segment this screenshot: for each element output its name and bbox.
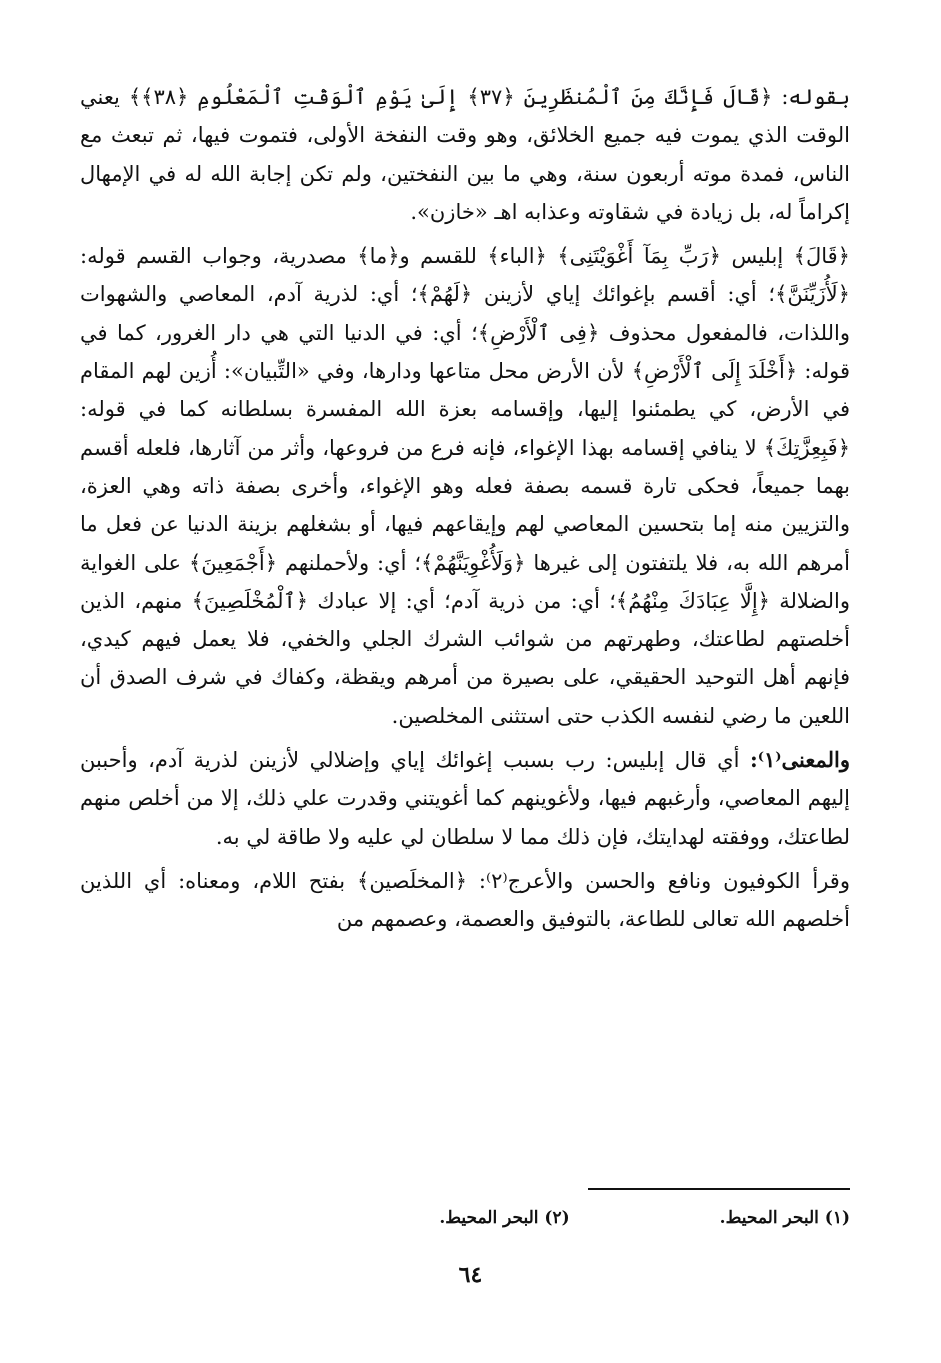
footnote-divider [588, 1188, 850, 1190]
footnote-2: (٢) البحر المحيط. [439, 1208, 570, 1228]
page-number: ٦٤ [458, 1262, 483, 1288]
footnotes [110, 1206, 850, 1230]
paragraph-3-lead: والمعنى⁽١⁾: [749, 747, 850, 773]
page-body [80, 78, 850, 945]
footnote-1: (١) البحر المحيط. [719, 1208, 850, 1228]
paragraph-2: ﴿قَالَ﴾ إبليس ﴿رَبِّ بِمَآ أَغْوَيْتَنِى﴾ ﴿الباء﴾ للقسم و﴿ما﴾ مصدرية، وجواب القسم قوله: ﴿لَأُزَيِّنَنَّ﴾؛ أي: أقسم بإغوائك إياي لأزينن ﴿لَهُمْ﴾؛ أي: لذرية آدم، المعاصي والشهوات واللذات، فالمفعول محذوف ﴿فِى ٱلْأَرْضِ﴾؛ أي: في الدنيا التي هي دار الغرور، كما في قوله: ﴿أَخْلَدَ إِلَى ٱلْأَرْضِ﴾ لأن الأرض محل متاعها ودارها، وفي «التِّبيان»: أُزين لهم المقام في الأرض، كي يطمئنوا إليها، وإقسامه بعزة الله المفسرة بسلطانه كما في قوله: ﴿فَبِعِزَّتِكَ﴾ لا ينافي إقسامه بهذا الإغواء، فإنه فرع من فروعها، وأثر من آثارها، فلعله أقسم بهما جميعاً، فحكى تارة قسمه بصفة فعله وهو الإغواء، وأخرى بصفة ذاته وهي العزة، والتزيين منه إما بتحسين المعاصي لهم وإيقاعهم فيها، أو بشغلهم بزينة الدنيا عن فعل ما أمرهم الله به، فلا يلتفتون إلى غيرها ﴿وَلَأُغْوِيَنَّهُمْ﴾؛ أي: ولأحملنهم ﴿أَجْمَعِينَ﴾ على الغواية والضلالة ﴿إِلَّا عِبَادَكَ مِنْهُمُ﴾؛ أي: من ذرية آدم؛ أي: إلا عبادك ﴿ٱلْمُخْلَصِينَ﴾ منهم، الذين أخلصتهم لطاعتك، وطهرتهم من شوائب الشرك الجلي والخفي، فلا يعمل فيهم كيدي، فإنهم أهل التوحيد الحقيقي، على بصيرة من أمرهم ويقظة، وكفاك في شرف الصدق أن اللعين ما رضي لنفسه الكذب حتى استثنى المخلصين. [80, 244, 850, 728]
paragraph-1: بقوله: ﴿قَالَ فَإِنَّكَ مِنَ ٱلْمُنظَرِينَ ﴿٣٧﴾ إِلَىٰ يَوْمِ ٱلْوَقْتِ ٱلْمَعْلُومِ ﴿٣٨﴾﴾ يعني الوقت الذي يموت فيه جميع الخلائق، وهو وقت النفخة الأولى، فتموت فيها، ثم تبعث مع الناس، فمدة موته أربعون سنة، وهي ما بين النفختين، ولم تكن إجابة الله له في الإمهال إكراماً له، بل زيادة في شقاوته وعذابه اهـ «خازن». [80, 85, 850, 224]
paragraph-3 [80, 741, 850, 856]
paragraph-4: وقرأ الكوفيون ونافع والحسن والأعرج⁽٢⁾: ﴿المخلَصين﴾ بفتح اللام، ومعناه: أي اللذين أخلصهم الله تعالى للطاعة، بالتوفيق والعصمة، وعصمهم من [80, 868, 850, 932]
paragraph-3-text: أي قال إبليس: رب بسبب إغوائك إياي وإضلالي لأزينن لذرية آدم، وأحببن إليهم المعاصي، وأرغبهم فيها، ولأغوينهم كما أغويتني وقدرت علي ذلك، إلا من أخلص منهم لطاعتك، ووفقته لهدايتك، فإن ذلك مما لا سلطان لي عليه ولا طاقة لي به. [80, 748, 850, 849]
